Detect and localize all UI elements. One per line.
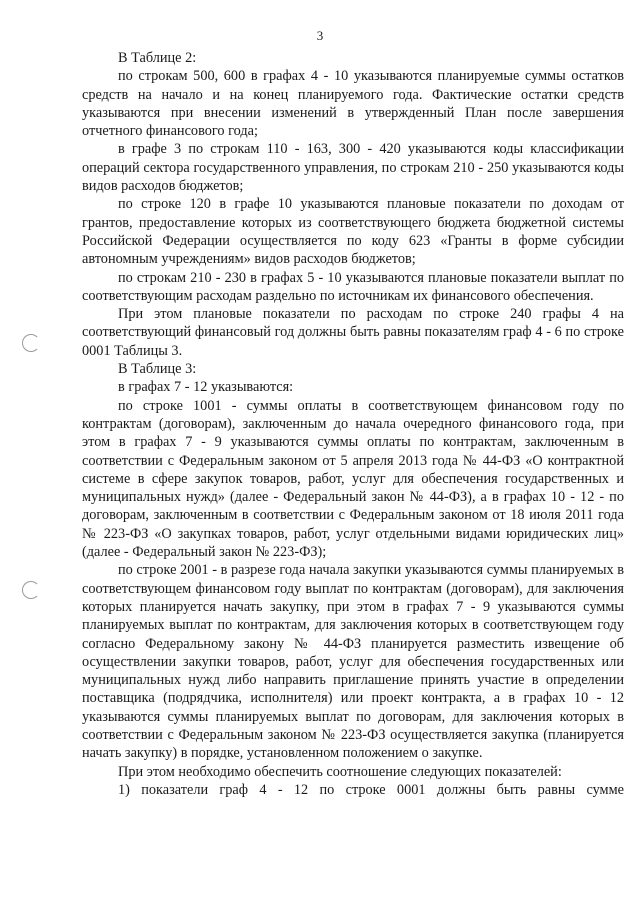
punch-hole-mark [22, 334, 40, 352]
paragraph-row-120: по строке 120 в графе 10 указываются плановые показатели по доходам от грантов, предоставление которых из соответствующего бюджета бюджетной системы Российской Федерации осуществляется по коду 623 «Гранты в форме субсидии автономным учреждениям» видов расходов бюджетов; [82, 196, 624, 268]
section-heading-table-2: В Таблице 2: [118, 50, 197, 66]
paragraph-ratio-intro: При этом необходимо обеспечить соотношение следующих показателей: [118, 763, 562, 780]
page-number: 3 [316, 28, 324, 43]
document-body [82, 49, 624, 799]
paragraph-row-2001: по строке 2001 - в разрезе года начала закупки указываются суммы планируемых в соответствующем финансовом году выплат по контрактам (договорам), для заключения которых планируется начать закупку, при этом в графах 7 - 9 указываются суммы планируемых выплат по контрактам, для заключения которых в соответствующем году согласно Федеральному закону № 44-ФЗ планируется разместить извещение об осуществлении закупки товаров, работ, услуг для обеспечения государственных или муниципальных нужд либо направить приглашение принять участие в определении поставщика (подрядчика, исполнителя) или проект контракта, а в графах 10 - 12 указываются суммы планируемых выплат по договорам, для заключения которых в соответствии с Федеральным законом № 223-ФЗ осуществляется закупка (планируется начать закупку) в порядке, установленном положением о закупке. [82, 562, 624, 762]
paragraph-row-1001: по строке 1001 - суммы оплаты в соответствующем финансовом году по контрактам (договорам), заключенным до начала очередного финансового года, при этом в графах 7 - 9 указываются суммы оплаты по контрактам, заключенным в соответствии с Федеральным законом от 5 апреля 2013 года № 44-ФЗ «О контрактной системе в сфере закупок товаров, работ, услуг для обеспечения государственных и муниципальных нужд» (далее - Федеральный закон № 44-ФЗ), а в графах 10 - 12 - по договорам, заключенным в соответствии с Федеральным законом от 18 июля 2011 года № 223-ФЗ «О закупках товаров, работ, услуг отдельными видами юридических лиц» (далее - Федеральный закон № 223-ФЗ); [82, 397, 624, 561]
list-item-1: 1) показатели граф 4 - 12 по строке 0001 должны быть равны сумме [118, 781, 624, 798]
paragraph-columns-7-12: в графах 7 - 12 указываются: [118, 379, 294, 396]
paragraph-rows-210-230: по строкам 210 - 230 в графах 5 - 10 указываются плановые показатели выплат по соответствующим расходам раздельно по источникам их финансового обеспечения. [82, 269, 624, 304]
paragraph-rows-500-600: по строкам 500, 600 в графах 4 - 10 указываются планируемые суммы остатков средств на начало и на конец планируемого года. Фактические остатки средств указываются при внесении изменений в утвержденный План после завершения отчетного финансового года; [82, 68, 624, 140]
section-heading-table-3: В Таблице 3: [118, 361, 197, 378]
paragraph-column-3: в графе 3 по строкам 110 - 163, 300 - 420 указываются коды классификации операций сектора государственного управления, по строкам 210 - 250 указываются коды видов расходов бюджетов; [82, 141, 624, 195]
paragraph-row-240: При этом плановые показатели по расходам по строке 240 графы 4 на соответствующий финансовый год должны быть равны показателям граф 4 - 6 по строке 0001 Таблицы 3. [82, 306, 624, 359]
punch-hole-mark [22, 581, 40, 599]
